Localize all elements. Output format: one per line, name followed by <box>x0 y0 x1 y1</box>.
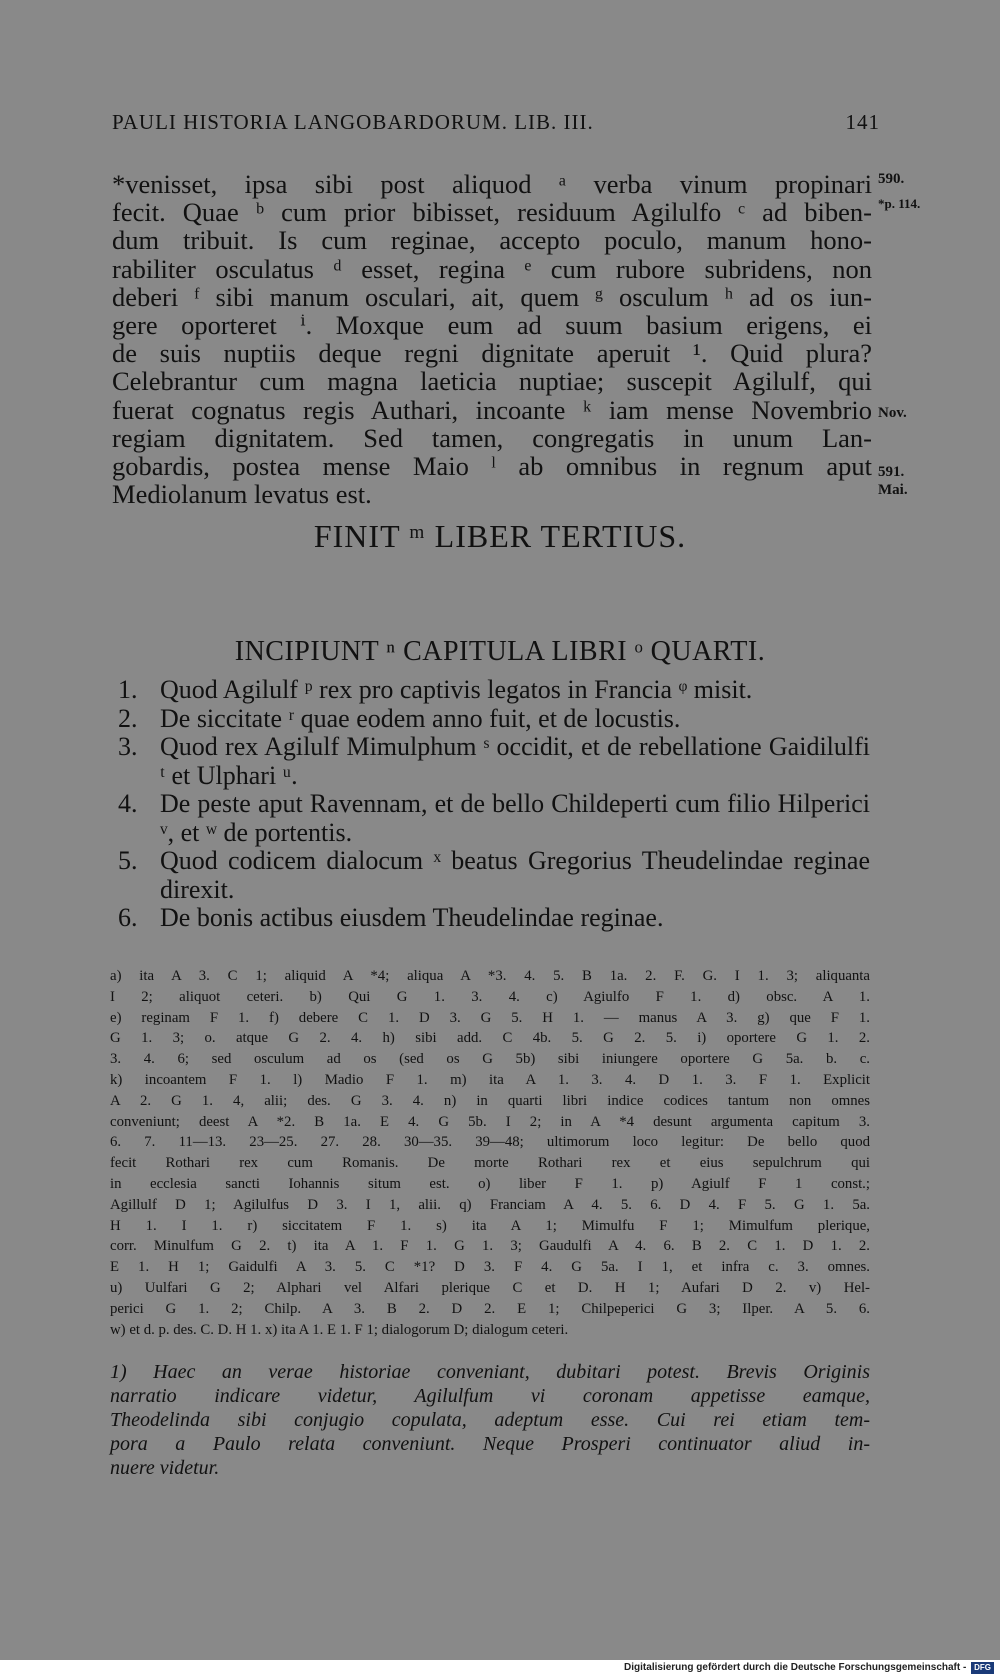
text-line: Mediolanum levatus est. <box>112 479 372 510</box>
chapter-list <box>118 676 870 933</box>
margin-page-ref: *p. 114. <box>878 196 921 211</box>
chapter-number: 2. <box>118 703 138 733</box>
text-line: deberi ᶠ sibi manum osculari, ait, quem ᵍ osculum ʰ ad os iun- <box>112 281 872 312</box>
margin-nov: Nov. <box>878 405 907 421</box>
commentary-line: 1) Haec an verae historiae conveniant, dubitari potest. Brevis Originis <box>110 1361 870 1383</box>
text-line: dum tribuit. Is cum reginae, accepto poculo, manum hono- <box>112 225 872 256</box>
note-line: w) et d. p. des. C. D. H 1. x) ita A 1. E 1. F 1; dialogorum D; dialogum ceteri. <box>110 1321 569 1338</box>
page-number: 141 <box>845 110 880 134</box>
commentary-line: Theodelinda sibi conjugio copulata, adeptum esse. Cui rei etiam tem- <box>110 1409 870 1431</box>
note-line: Agillulf D 1; Agilulfus D 3. I 1, alii. q) Franciam A 4. 5. 6. D 4. F 5. G 1. 5a. <box>110 1196 870 1213</box>
note-line: 6. 7. 11—13. 23—25. 27. 28. 30—35. 39—48; ultimorum loco legitur: De bello quod <box>110 1134 870 1151</box>
text-line: regiam dignitatem. Sed tamen, congregatis in unum Lan- <box>112 422 872 453</box>
note-line: a) ita A 3. C 1; aliquid A *4; aliqua A *3. 4. 5. B 1a. 2. F. G. I 1. 3; aliquanta <box>110 968 870 984</box>
note-line: in ecclesia sancti Iohannis situm est. o) liber F 1. p) Agiulf F 1 const.; <box>110 1175 870 1192</box>
chapter-text: Quod codicem dialocum ˣ beatus Gregorius Theudelindae reginae direxit. <box>160 846 870 904</box>
chapter-item <box>118 676 870 705</box>
text-line: de suis nuptiis deque regni dignitate aperuit ¹. Quid plura? <box>112 338 872 369</box>
margin-mai: Mai. <box>878 482 908 498</box>
text-line: gobardis, postea mense Maio ˡ ab omnibus in regnum aput <box>112 451 872 482</box>
text-line: rabiliter osculatus ᵈ esset, regina ᵉ cum rubore subridens, non <box>112 253 872 284</box>
chapter-number: 4. <box>118 789 138 818</box>
running-header <box>112 110 880 135</box>
note-line: corr. Minulfum G 2. t) ita A 1. F 1. G 1. 3; Gaudulfi A 4. 6. B 2. C 1. D 1. 2. <box>110 1238 870 1255</box>
digitization-footer <box>0 1660 1000 1675</box>
chapter-text: De siccitate ʳ quae eodem anno fuit, et de locustis. <box>160 703 681 733</box>
chapter-number: 1. <box>118 675 138 704</box>
footer-credit: Digitalisierung gefördert durch die Deutsche Forschungsgemeinschaft - <box>624 1662 967 1673</box>
note-line: fecit Rothari rex cum Romanis. De morte Rothari rex et eius sepulchrum qui <box>110 1155 870 1172</box>
note-line: perici G 1. 2; Chilp. A 3. B 2. D 2. E 1; Chilpeperici G 3; Ilper. A 5. 6. <box>110 1300 870 1317</box>
commentary-line: nuere videtur. <box>110 1457 220 1479</box>
chapter-number: 3. <box>118 732 138 761</box>
commentary-line: pora a Paulo relata conveniunt. Neque Prosperi continuator aliud in- <box>110 1433 870 1455</box>
dfg-logo: DFG <box>971 1662 994 1674</box>
note-line: e) reginam F 1. f) debere C 1. D 3. G 5. H 1. — manus A 3. g) que F 1. <box>110 1009 870 1026</box>
critical-apparatus <box>110 966 870 1340</box>
chapter-number: 6. <box>118 903 138 932</box>
text-line: *venisset, ipsa sibi post aliquod ᵃ verba vinum propinari <box>112 169 872 199</box>
commentary-footnote <box>110 1360 870 1480</box>
text-line: Celebrantur cum magna laeticia nuptiae; suscepit Agilulf, qui <box>112 366 872 397</box>
chapter-item <box>118 790 870 847</box>
chapter-text: De bonis actibus eiusdem Theudelindae reginae. <box>160 903 664 932</box>
chapter-text: Quod Agilulf ᵖ rex pro captivis legatos in Francia ᵠ misit. <box>160 675 753 704</box>
note-line: I 2; aliquot ceteri. b) Qui G 1. 3. 4. c) Agiulfo F 1. d) obsc. A 1. <box>110 988 870 1005</box>
note-line: A 2. G 1. 4, alii; des. G 3. 4. n) in quarti libri indice codices tantum non omnes <box>110 1092 870 1109</box>
margin-year-590: 590. <box>878 171 905 187</box>
text-line: fecit. Quae ᵇ cum prior bibisset, residuum Agilulfo ᶜ ad biben- <box>112 197 872 228</box>
chapter-item <box>118 904 870 933</box>
note-line: E 1. H 1; Gaidulfi A 3. 5. C *1? D 3. F 4. G 5a. I 1, et infra c. 3. omnes. <box>110 1259 870 1276</box>
commentary-line: narratio indicare videtur, Agilulfum vi coronam appetisse eamque, <box>110 1385 870 1407</box>
main-text <box>112 170 872 508</box>
incipit-heading: INCIPIUNT ⁿ CAPITULA LIBRI ᵒ QUARTI. <box>234 636 766 667</box>
chapter-text: De peste aput Ravennam, et de bello Childeperti cum filio Hilperici ᵛ, et ʷ de portentis. <box>160 789 870 847</box>
note-line: u) Uulfari G 2; Alphari vel Alfari plerique C et D. H 1; Aufari D 2. v) Hel- <box>110 1279 870 1296</box>
text-line: gere oporteret ⁱ. Moxque eum ad suum basium erigens, ei <box>112 310 872 341</box>
chapter-item <box>118 847 870 904</box>
finit-heading: FINIT ᵐ LIBER TERTIUS. <box>313 518 687 554</box>
note-line: k) incoantem F 1. l) Madio F 1. m) ita A 1. 3. 4. D 1. 3. F 1. Explicit <box>110 1071 870 1088</box>
running-title: PAULI HISTORIA LANGOBARDORUM. LIB. III. <box>112 110 594 134</box>
chapter-text: Quod rex Agilulf Mimulphum ˢ occidit, et de rebellatione Gaidilulfi ᵗ et Ulphari ᵘ. <box>160 732 870 790</box>
note-line: H 1. I 1. r) siccitatem F 1. s) ita A 1; Mimulfu F 1; Mimulfum plerique, <box>110 1217 870 1234</box>
note-line: 3. 4. 6; sed osculum ad os (sed os G 5b) sibi iniungere oportere G 5a. b. c. <box>110 1051 870 1068</box>
note-line: conveniunt; deest A *2. B 1a. E 4. G 5b. I 2; in A *4 desunt argumenta capitum 3. <box>110 1113 870 1130</box>
note-line: G 1. 3; o. atque G 2. 4. h) sibi add. C 4b. 5. G 2. 5. i) oportere G 1. 2. <box>110 1030 870 1047</box>
margin-year-591: 591. <box>878 464 905 480</box>
chapter-item <box>118 705 870 734</box>
chapter-item <box>118 733 870 790</box>
text-line: fuerat cognatus regis Authari, incoante ᵏ iam mense Novembrio <box>112 394 872 425</box>
chapter-number: 5. <box>118 846 138 875</box>
